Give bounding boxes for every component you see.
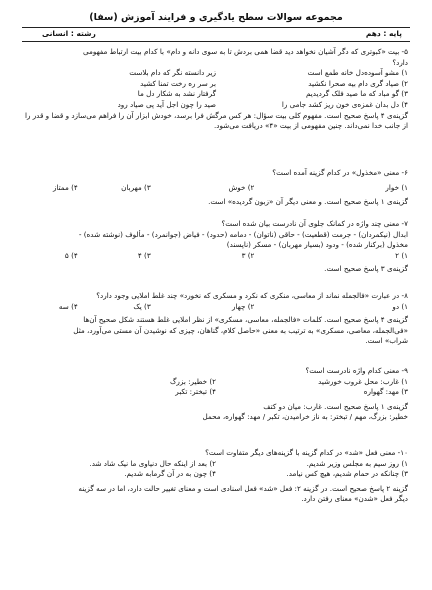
question-text: مخذول (برکنار شده) - ودود (بسیار مهربان) - مسکر (ناپسند) [226, 240, 408, 250]
option: ۲) ۳ [241, 250, 255, 260]
option: ۱) ۲ [395, 250, 408, 260]
option: ۳) مهد: گهواره [363, 387, 408, 397]
option: بر سر ره رخت تمنا کشید [140, 78, 216, 88]
question-text: ۷- معنی چند واژه در کمانک جلوی آن نادرست بیان شده است؟ [221, 219, 408, 228]
question-text: ۵- بیت «کبوتری که دگر آشیان نخواهد دید قضا همی بردش تا به سوی دانه و دام» با کدام بیت ارتباط مفهومی [83, 47, 408, 56]
answer-text: شراب» است. [365, 336, 408, 346]
option: ۳) گو مباد که ما صید فلک گردیدیم [306, 89, 408, 99]
answer-text: گزینه ۲ پاسخ صحیح است. در گزینه ۲: فعل «شد» فعل اسنادی است و معنای تغییر حالت دارد، اما در سه گزینه [78, 483, 408, 493]
option-row [24, 89, 408, 100]
answer-text: گزینه‌ی ۴ پاسخ صحیح است. کلمات «فالجمله، معاسی، مسکری» از نظر املایی غلط هستند شکل صحیح آن‌ها [83, 315, 408, 325]
answer-text: گزینه‌ی ۴ پاسخ صحیح است. مفهوم کلی بیت سؤال: هر کس مرگش فرا برسد، خودش ابزار آن را فراهم می‌سازد و قضا و قدر را از جانب خدا نمی‌داند. چنین مفهومی از بیت «۴» دریافت می‌شود. [24, 110, 408, 131]
option: ۴) چون به در آن گرمابه شدیم. [124, 469, 216, 479]
question-text: ۹- معنی کدام واژه نادرست است؟ [305, 366, 408, 375]
answer-text: گزینه‌ی ۳ پاسخ صحیح است. [324, 264, 408, 274]
page-title: مجموعه سوالات سطح یادگیری و فرایند آموزش (سفا) [89, 12, 343, 23]
question-text: ۸- در عبارت «فالجمله نماند از معاسی، منکری که نکرد و مسکری که نخورد» چند غلط املایی وجود دارد؟ [96, 291, 408, 300]
answer-text: دیگر فعل «شدن» معنای رفتن دارد. [301, 494, 408, 504]
option: گرفتار نشد به شکار دل ما [137, 89, 216, 99]
option: ۴) سه [58, 301, 78, 311]
option: ۱) روز سیم به مجلس وزیر شدیم. [306, 458, 408, 468]
question-10 [24, 448, 408, 505]
option: ۳) ۴ [137, 250, 151, 260]
option-row [24, 68, 408, 79]
option: ۱) مشو آسوده‌دل‌ خانه طمع است [307, 68, 408, 78]
option: ۳) چنانکه در حمام شدیم، هیچ کس نیامد. [286, 469, 408, 479]
question-text: ابدال (نیکمردان) - جرمت (قطعیت) - حاقی (ناتوان) - دمامه (حدود) - فیاض (جوانمرد) - مألوف (نوشته شده) - [78, 229, 408, 239]
option: ۲) خوش [228, 182, 255, 192]
answer-text: خطیر: بزرگ، مهم / تبختر: به ناز خرامیدن، تکبر / مهد: گهواره، محمل [202, 412, 408, 422]
option: ۱) غارب: محل غروب خورشید [318, 376, 408, 386]
option-row [24, 469, 408, 480]
option: ۳) یک [133, 301, 151, 311]
option-row [24, 100, 408, 111]
question-5 [24, 47, 408, 132]
question-8 [24, 291, 408, 347]
option: ۲) بعد از اینکه حال دنیاوی ما نیک شاد شد. [89, 458, 216, 468]
question-7 [24, 219, 408, 275]
option-row [24, 377, 408, 388]
question-text: ۱۰- معنی فعل «شد» در کدام گزینه با گزینه‌های دیگر متفاوت است؟ [205, 448, 408, 457]
option-row [24, 302, 408, 313]
option-row [24, 459, 408, 470]
option: زیر دانسته نگر که دام بلاست [129, 68, 216, 78]
option: ۱) دو [392, 301, 408, 311]
answer-text: «فی‌الجمله، معاصی، مسکری» به ترتیب به معنی «حاصل کلام، گناهان، چیزی که نوشیدن آن مستی می‌آورد، مثل [73, 325, 408, 335]
grade-label: پایه : دهم [365, 29, 402, 38]
option: ۴) دل بدان غمزه‌ی خون ریز کشد جامی را [281, 99, 408, 109]
option-row [24, 251, 408, 262]
question-6 [24, 168, 408, 208]
answer-text: گزینه‌ی ۱ پاسخ صحیح است. غارب: میان دو کتف [263, 401, 408, 411]
option-row [24, 79, 408, 90]
header-rule-bottom [22, 41, 410, 42]
field-label: رشته : انسانی [42, 29, 96, 38]
option: ۱) خوار [385, 182, 408, 192]
option: ۲) چهار [232, 301, 255, 311]
option: ۴) ممتاز [52, 182, 78, 192]
option: ۲) خطیر: بزرگ [169, 376, 216, 386]
option-row [24, 183, 408, 194]
header-rule-top [22, 27, 410, 28]
question-text: دارد؟ [392, 57, 408, 67]
option: ۳) مهربان [121, 182, 151, 192]
option: ۲) صیاد گری دام بیه صحرا نکشید [308, 78, 408, 88]
answer-text: گزینه‌ی ۱ پاسخ صحیح است. و معنی دیگر آن «زبون گردیده» است. [208, 197, 408, 207]
header-meta [22, 27, 410, 40]
question-text: ۶- معنی «مخذول» در کدام گزینه آمده است؟ [272, 168, 408, 177]
option: ۴) ۵ [64, 250, 78, 260]
option-row [24, 387, 408, 398]
option: صید را چون اجل آید پی صیاد رود [117, 99, 216, 109]
option: ۴) تبختر: تکبر [175, 387, 216, 397]
question-9 [24, 366, 408, 423]
